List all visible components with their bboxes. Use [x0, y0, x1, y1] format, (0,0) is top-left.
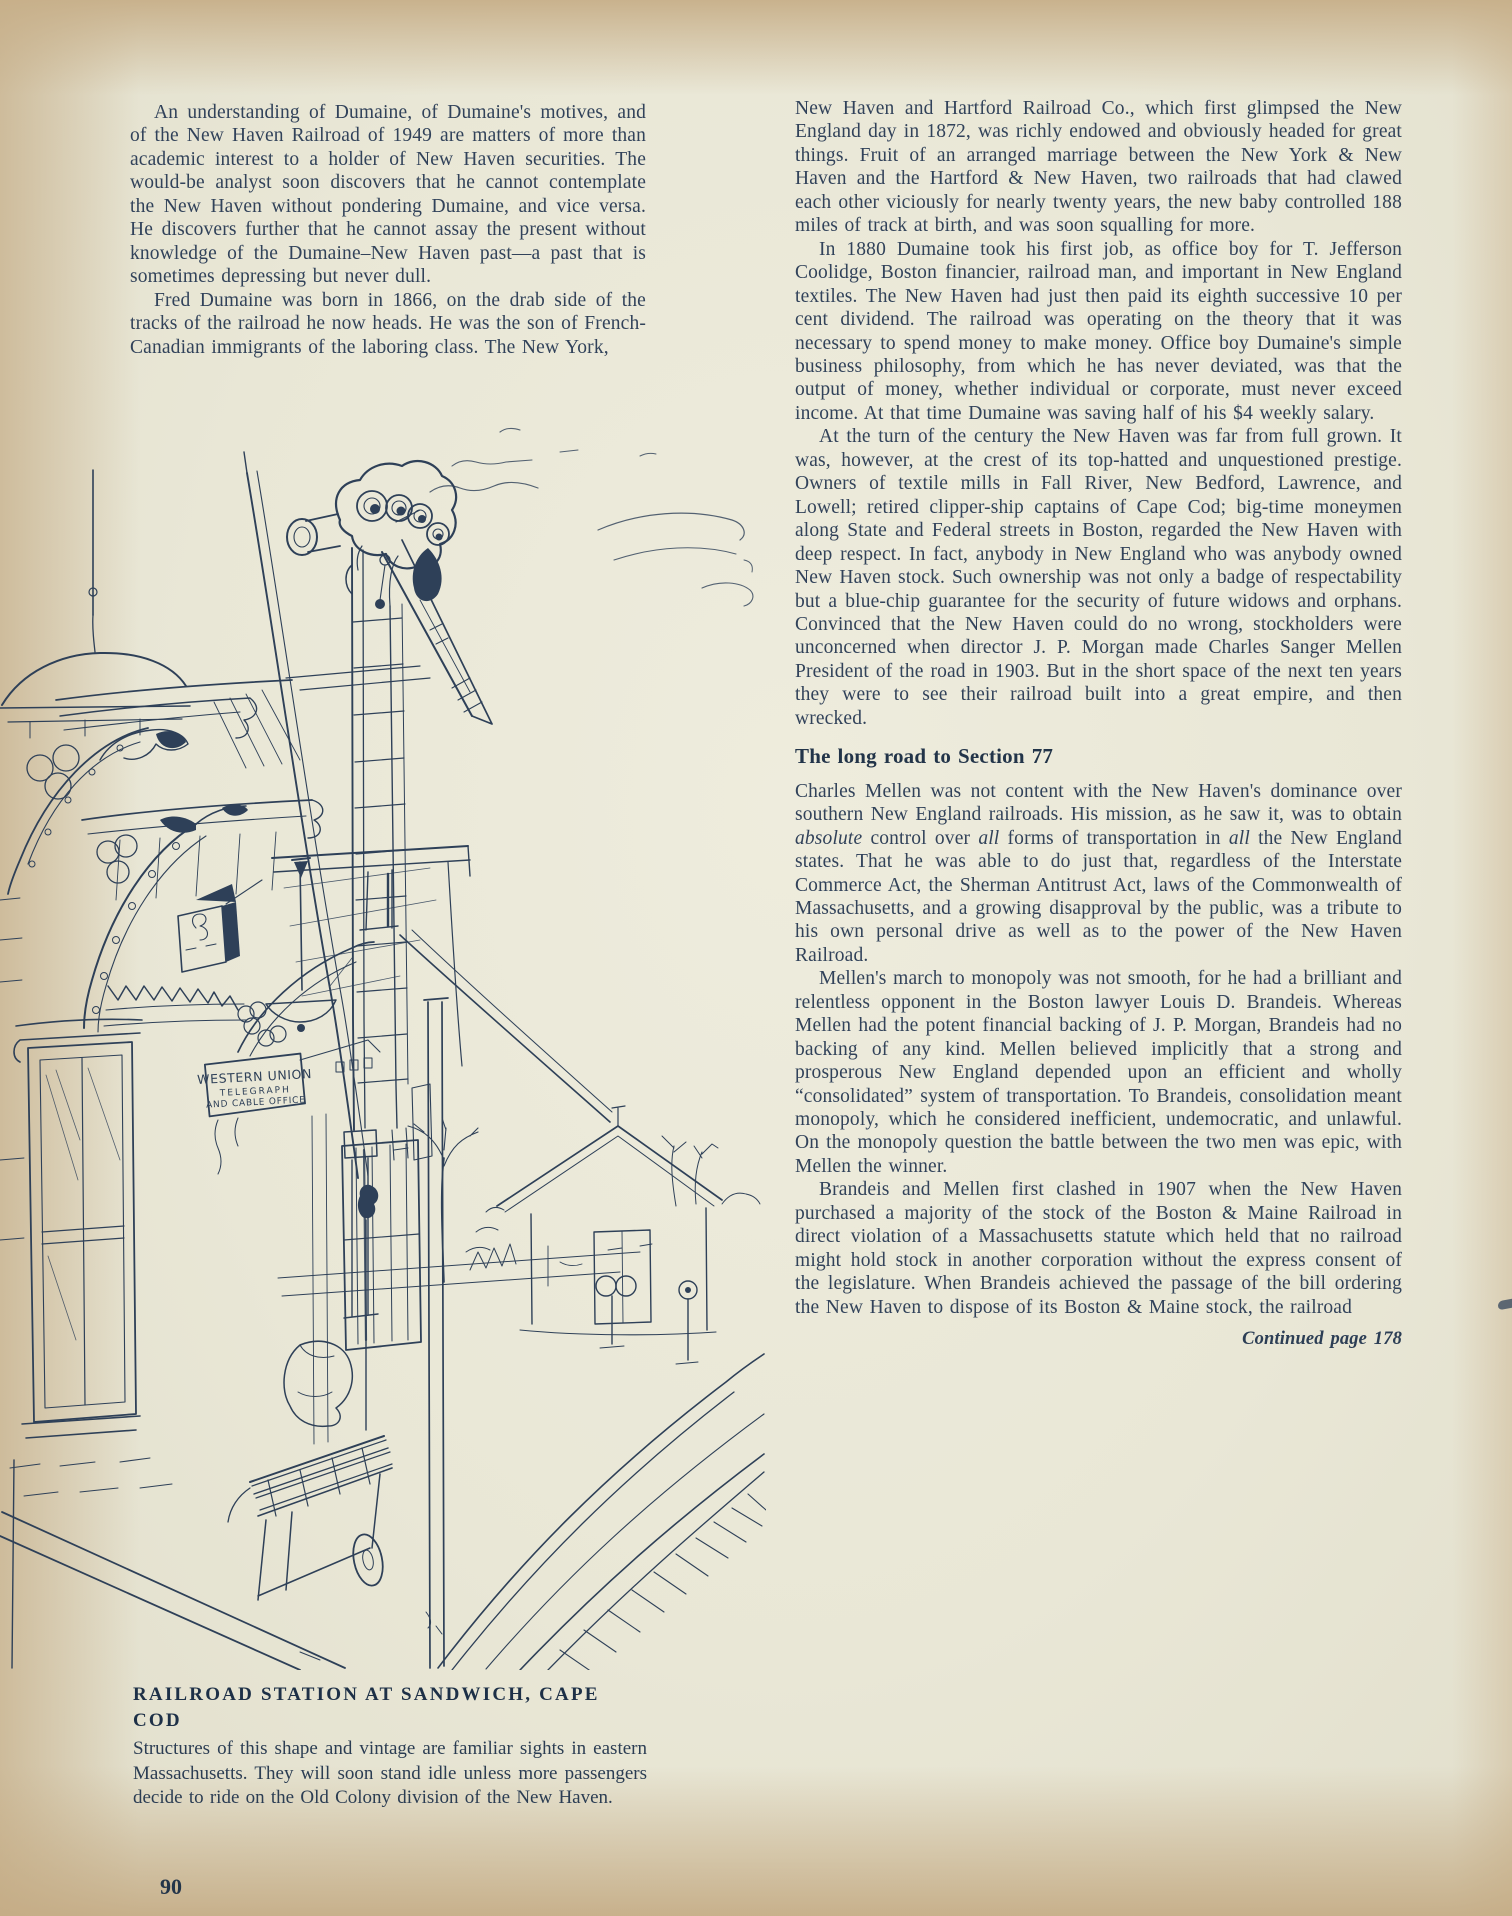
- stray-ink-mark: [1498, 1299, 1512, 1310]
- section-heading: The long road to Section 77: [795, 744, 1054, 769]
- roof-finial-sketch: [0, 470, 190, 738]
- western-union-sign: [196, 1053, 314, 1117]
- signal-mast-sketch: [287, 461, 492, 1318]
- body-paragraph: New Haven and Hartford Railroad Co., which first glimpsed the New England day in 1872, was richly endowed and obviously headed for great things. Fruit of an arranged marriage between the New York & New Haven and the Hartford & New Haven, two railroads that had clawed each other viciously for nearly twenty years, the new baby controlled 188 miles of track at birth, and was soon squalling for more.: [795, 98, 1402, 237]
- body-paragraph: An understanding of Dumaine, of Dumaine's motives, and of the New Haven Railroad of 1949 are matters of more than academic interest to a holder of New Haven securities. The would-be analyst soon discovers that he cannot contemplate the New Haven without pondering Dumaine, and vice versa. He discovers further that he cannot assay the present without knowledge of the Dumaine–New Haven past—a past that is sometimes depressing but never dull.: [130, 102, 646, 288]
- hanging-lamp-sketch: [266, 858, 336, 1032]
- body-paragraph: Charles Mellen was not content with the New Haven's dominance over southern New England railroads. His mission, as he saw it, was to obtain absolute control over all forms of transportation in all the New England states. That he was able to do just that, regardless of the Interstate Commerce Act, the Sherman Antitrust Act, laws of the Commonwealth of Massachusetts, and a growing disapproval by the public, was a tribute to his own personal drive as well as to the power of the New Haven Railroad.: [795, 780, 1402, 966]
- body-paragraph: Fred Dumaine was born in 1866, on the drab side of the tracks of the railroad he now heads. He was the son of French-Canadian immigrants of the laboring class. The New York,: [130, 289, 646, 358]
- continued-note: Continued page 178: [1242, 1329, 1402, 1350]
- western-union-sign-line2: TELEGRAPH: [219, 1085, 292, 1099]
- western-union-sign-line3: AND CABLE OFFICE: [205, 1095, 307, 1111]
- caption-body: Structures of this shape and vintage are familiar sights in eastern Massachusetts. They will soon stand idle unless more passengers decide to ride on the Old Colony division of the New Haven.: [133, 1738, 647, 1808]
- mail-sack-sketch: [284, 1341, 352, 1426]
- western-union-sign-line1: WESTERN UNION: [196, 1066, 313, 1088]
- crossing-house-sketch: [497, 1106, 722, 1364]
- caption-title: RAILROAD STATION AT SANDWICH, CAPE COD: [133, 1684, 600, 1731]
- clouds-sketch: [430, 428, 753, 606]
- body-paragraph: In 1880 Dumaine took his first job, as office boy for T. Jefferson Coolidge, Boston financier, railroad man, and important in New England textiles. The New Haven had just then paid its eighth successive 10 per cent dividend. The railroad was operating on the theory that it was necessary to spend money to make money. Office boy Dumaine's simple business philosophy, from which he has never deviated, was that the output of money, whether individual or corporate, must never exceed income. At that time Dumaine was saving half of his $4 weekly salary.: [795, 238, 1402, 424]
- railroad-station-illustration: [0, 380, 766, 1670]
- illustration-caption: [133, 1682, 647, 1811]
- station-building-sketch: [0, 666, 612, 1670]
- page-number: 90: [160, 1874, 182, 1899]
- body-paragraph: At the turn of the century the New Haven was far from full grown. It was, however, at the crest of its top-hatted and unquestioned prestige. Owners of textile mills in Fall River, New Bedford, Lawrence, and Lowell; retired clipper-ship captains of Cape Cod; big-time moneymen along State and Federal streets in Boston, regarded the New Haven with deep respect. In fact, anybody in New England who was anybody owned New Haven stock. Such ownership was not only a badge of respectability but a blue-chip guarantee for the security of future widows and orphans. Convinced that the New Haven could do no wrong, stockholders were unconcerned when director J. P. Morgan made Charles Sanger Mellen President of the road in 1903. But in the short space of the next ten years they were to see their railroad built into a great empire, and then wrecked.: [795, 426, 1402, 729]
- body-paragraph: Brandeis and Mellen first clashed in 1907 when the New Haven purchased a majority of the stock of the Boston & Maine Railroad in direct violation of a Massachusetts statute which held that no railroad might hold stock in another corporation without the express consent of the legislature. When Brandeis achieved the passage of the bill ordering the New Haven to dispose of its Boston & Maine stock, the railroad: [795, 1179, 1402, 1318]
- right-column: [795, 97, 1402, 1370]
- body-paragraph: Mellen's march to monopoly was not smooth, for he had a brilliant and relentless opponent in the Boston lawyer Louis D. Brandeis. Whereas Mellen had the potent financial backing of J. P. Morgan, Brandeis had no backing of any kind. Mellen believed implicitly that a strong and prosperous New England depended upon an efficient and wholly “consolidated” system of transportation. To Brandeis, consolidation meant monopoly, which he considered inefficient, undemocratic, and unlawful. On the monopoly question the battle between the two men was epic, with Mellen the winner.: [795, 968, 1402, 1177]
- railroad-tracks-sketch: [278, 1244, 766, 1670]
- baggage-cart-sketch: [228, 1436, 392, 1600]
- left-column: [130, 101, 646, 359]
- trees-sketch: [408, 1118, 760, 1282]
